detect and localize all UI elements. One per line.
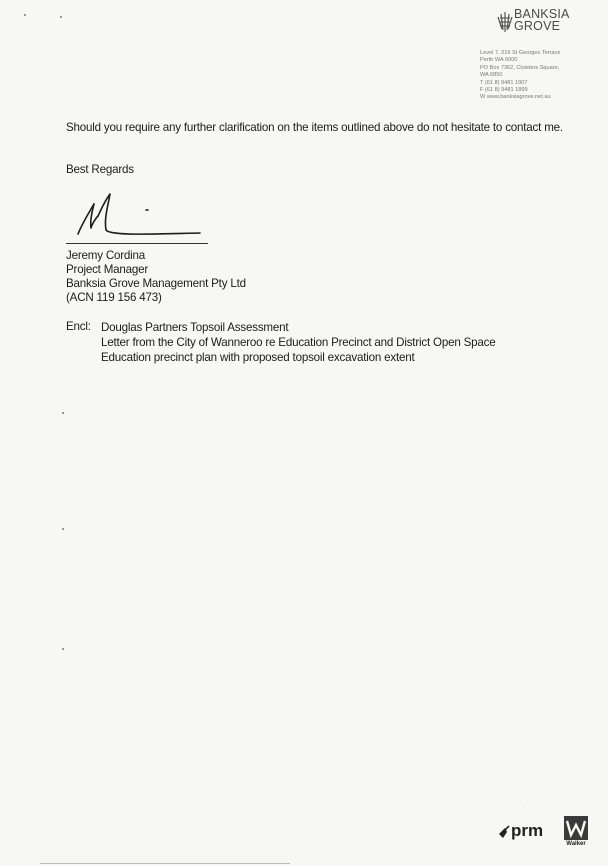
- closing-paragraph: Should you require any further clarification on the items outlined above do not hesitate to contact me.: [66, 121, 563, 134]
- logo-wordmark: [514, 8, 570, 32]
- handwritten-signature: [64, 188, 214, 244]
- enclosure-item: Douglas Partners Topsoil Assessment: [101, 321, 289, 334]
- walker-w-icon: [564, 816, 588, 840]
- enclosures-list: [101, 320, 495, 365]
- address-line: Level 7, 216 St Georges Terrace: [480, 50, 561, 56]
- scan-speck: [62, 528, 64, 530]
- prm-logo: [497, 822, 559, 844]
- logo-line-2: GROVE: [514, 19, 561, 33]
- enclosure-item: Education precinct plan with proposed topsoil excavation extent: [101, 351, 415, 364]
- address-line: WA 6850: [480, 72, 503, 79]
- enclosure-item: Letter from the City of Wanneroo re Education Precinct and District Open Space: [101, 336, 496, 349]
- scan-speck: [24, 14, 26, 16]
- address-line: F (61 8) 9481 1899: [480, 87, 528, 94]
- banksia-flower-icon: [496, 10, 514, 34]
- scan-speck: [60, 16, 62, 18]
- signatory-name: Jeremy Cordina: [66, 249, 146, 262]
- logo-line-1: BANKSIA: [514, 7, 570, 21]
- address-line: T (61 8) 9481 1907: [480, 79, 528, 86]
- signature-line: [66, 243, 208, 244]
- salutation: Best Regards: [66, 163, 134, 176]
- banksia-grove-logo: [496, 8, 596, 48]
- enclosures-label: Encl:: [66, 320, 91, 333]
- letterhead-address: [480, 50, 560, 102]
- scan-speck: [62, 412, 64, 414]
- signatory-company: Banksia Grove Management Pty Ltd: [66, 277, 246, 290]
- page-edge-line: [40, 863, 290, 864]
- address-line: PO Box 7362, Cloisters Square,: [480, 64, 560, 71]
- footer-scan-marks: · · · · · ·: [508, 804, 547, 810]
- prm-wordmark: prm: [511, 821, 544, 840]
- address-line: Perth WA 6000: [480, 57, 518, 64]
- scan-speck: [62, 648, 64, 650]
- walker-wordmark: Walker: [566, 841, 586, 847]
- signatory-title: Project Manager: [66, 263, 149, 276]
- walker-logo: [564, 816, 588, 848]
- address-line: W www.banksiagrove.net.au: [480, 94, 551, 101]
- signatory-acn: (ACN 119 156 473): [66, 291, 162, 304]
